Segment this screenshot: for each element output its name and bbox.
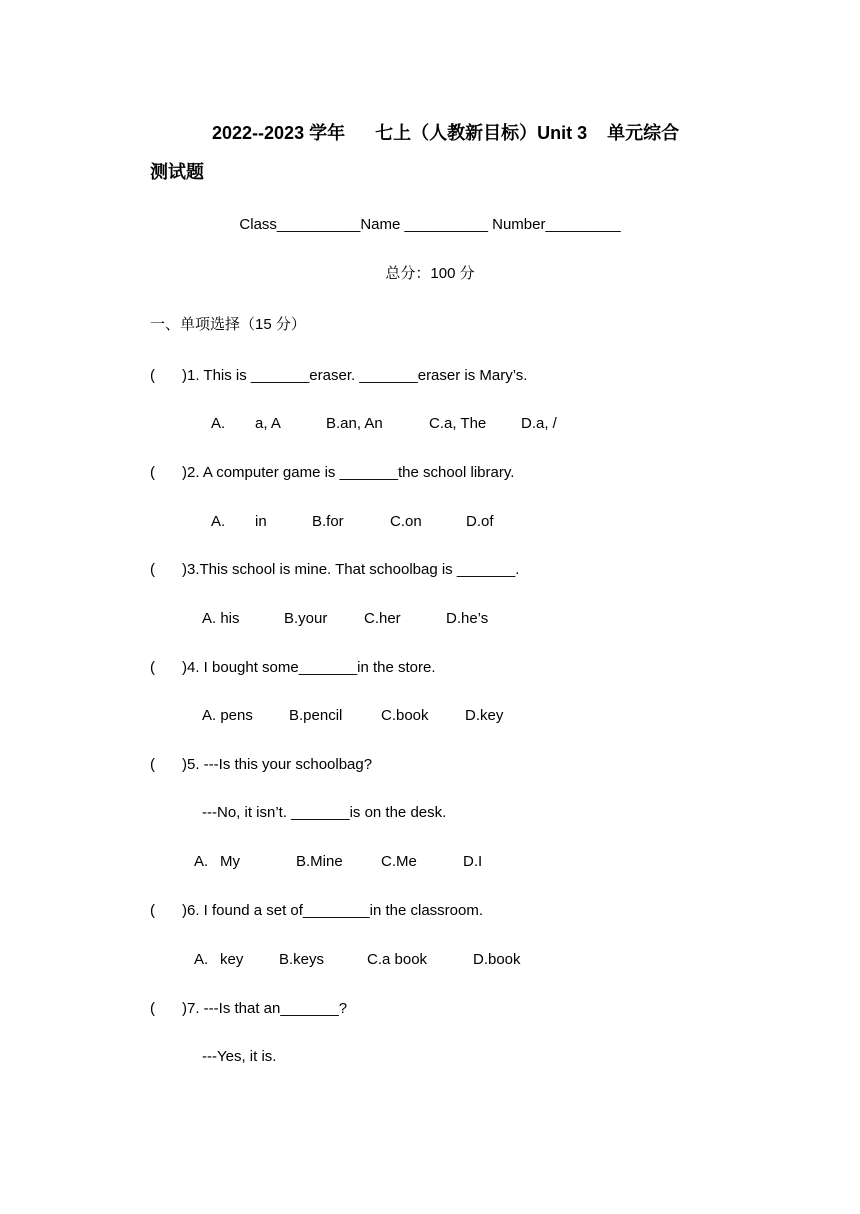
- question-text: )5. ---Is this your schoolbag?: [182, 756, 373, 773]
- question-text: )4. I bought some_______in the store.: [182, 659, 436, 676]
- option-a-label: A.: [194, 951, 209, 968]
- dialogue-answer-line: ---Yes, it is.: [202, 1048, 277, 1065]
- option-a: A. his: [202, 610, 240, 627]
- option-a-label: A.: [211, 415, 226, 432]
- option-a: A. pens: [202, 707, 253, 724]
- question-text: )2. A computer game is _______the school library.: [182, 464, 515, 481]
- question-text: )1. This is _______eraser. _______eraser is Mary’s.: [182, 367, 528, 384]
- question-text: )6. I found a set of________in the classroom.: [182, 902, 484, 919]
- option-b: B.pencil: [289, 707, 343, 724]
- exam-title-line2: 测试题: [150, 162, 204, 182]
- option-a-label: A.: [211, 513, 226, 530]
- option-a-label: A.: [194, 853, 209, 870]
- option-d: D.I: [463, 853, 483, 870]
- option-d: D.of: [466, 513, 494, 530]
- section-heading: 一、单项选择（15 分）: [150, 316, 306, 333]
- option-a-text: a, A: [255, 415, 281, 432]
- option-a-text: key: [220, 951, 244, 968]
- student-info-line: Class__________Name __________ Number_________: [239, 216, 621, 233]
- answer-paren: (: [150, 367, 155, 384]
- question-text: )3.This school is mine. That schoolbag is _______.: [182, 561, 520, 578]
- option-c: C.on: [390, 513, 422, 530]
- option-d: D.key: [465, 707, 504, 724]
- option-d: D.he’s: [446, 610, 489, 627]
- option-c: C.a, The: [429, 415, 487, 432]
- answer-paren: (: [150, 464, 155, 481]
- option-d: D.a, /: [521, 415, 557, 432]
- option-b: B.for: [312, 513, 344, 530]
- answer-paren: (: [150, 902, 155, 919]
- dialogue-answer-line: ---No, it isn’t. _______is on the desk.: [202, 804, 447, 821]
- option-b: B.an, An: [326, 415, 383, 432]
- answer-paren: (: [150, 659, 155, 676]
- answer-paren: (: [150, 561, 155, 578]
- option-c: C.book: [381, 707, 429, 724]
- option-d: D.book: [473, 951, 521, 968]
- option-c: C.Me: [381, 853, 417, 870]
- option-a-text: My: [220, 853, 240, 870]
- option-c: C.her: [364, 610, 401, 627]
- option-c: C.a book: [367, 951, 428, 968]
- question-text: )7. ---Is that an_______?: [182, 1000, 348, 1017]
- option-b: B.Mine: [296, 853, 343, 870]
- answer-paren: (: [150, 756, 155, 773]
- option-b: B.your: [284, 610, 328, 627]
- exam-title-line1: 2022--2023 学年 七上（人教新目标）Unit 3 单元综合: [212, 123, 680, 143]
- option-b: B.keys: [279, 951, 325, 968]
- answer-paren: (: [150, 1000, 155, 1017]
- option-a-text: in: [255, 513, 267, 530]
- total-score: 总分：100 分: [385, 265, 475, 282]
